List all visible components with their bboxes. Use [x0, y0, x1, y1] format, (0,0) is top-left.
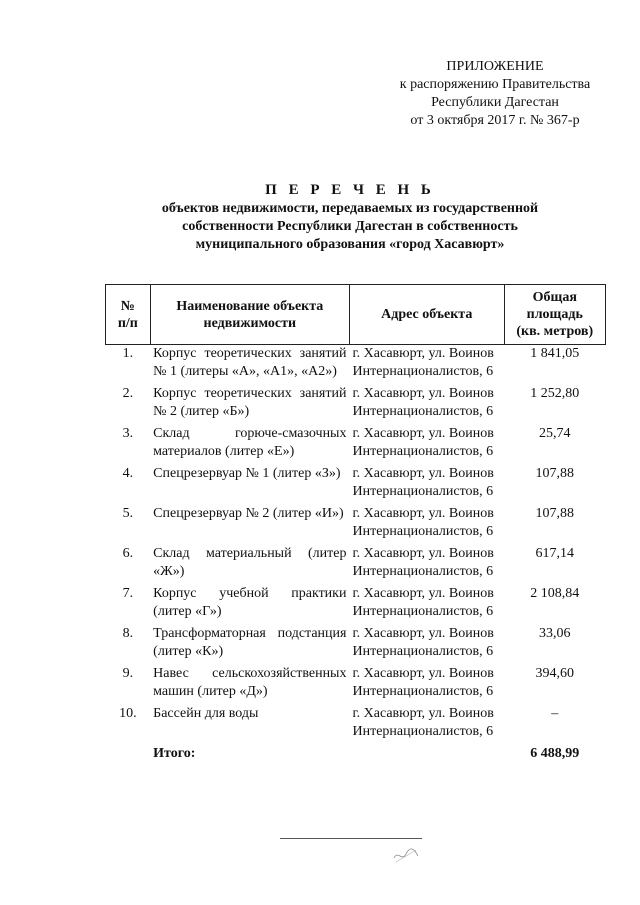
table-row — [106, 505, 606, 545]
row-address-line-2: Интернационалистов, 6 — [352, 684, 494, 699]
header-area — [504, 285, 605, 345]
row-address-line-1: г. Хасавюрт, ул. Воинов — [352, 546, 494, 561]
table-row — [106, 705, 606, 745]
row-area: 394,60 — [535, 666, 574, 681]
header-number — [106, 285, 151, 345]
header-address — [349, 285, 504, 345]
row-address — [349, 385, 504, 425]
row-number: 7. — [122, 586, 134, 601]
row-number: 6. — [122, 546, 134, 561]
property-table — [105, 284, 606, 785]
total-spacer — [106, 745, 151, 785]
row-number: 2. — [122, 386, 134, 401]
row-name: Навес сельскохозяйственных машин (литер «Д») — [153, 666, 347, 699]
header-name-line-1: Наименование объекта — [176, 298, 324, 314]
table-body — [106, 345, 606, 786]
row-area: 25,74 — [539, 426, 571, 441]
row-address-line-2: Интернационалистов, 6 — [352, 564, 494, 579]
row-address-line-2: Интернационалистов, 6 — [352, 604, 494, 619]
row-address-line-2: Интернационалистов, 6 — [352, 644, 494, 659]
row-address-line-1: г. Хасавюрт, ул. Воинов — [352, 386, 494, 401]
row-area: 33,06 — [539, 626, 571, 641]
appendix-title: ПРИЛОЖЕНИЕ — [446, 59, 544, 74]
row-name: Бассейн для воды — [153, 706, 259, 721]
header-name-line-2: недвижимости — [203, 315, 297, 331]
header-area-line-3: (кв. метров) — [516, 324, 594, 339]
signature-line — [280, 838, 422, 839]
row-area: 107,88 — [535, 506, 574, 521]
row-number: 9. — [122, 666, 134, 681]
row-address-line-1: г. Хасавюрт, ул. Воинов — [352, 426, 494, 441]
row-address — [349, 425, 504, 465]
row-address — [349, 345, 504, 386]
row-address — [349, 665, 504, 705]
table-row — [106, 465, 606, 505]
header-area-line-1: Общая — [532, 290, 577, 305]
row-address-line-1: г. Хасавюрт, ул. Воинов — [352, 506, 494, 521]
appendix-line-2: Республики Дагестан — [431, 95, 559, 110]
row-area: 617,14 — [535, 546, 574, 561]
row-address-line-1: г. Хасавюрт, ул. Воинов — [352, 586, 494, 601]
table-header-row — [106, 285, 606, 345]
total-row — [106, 745, 606, 785]
row-address-line-1: г. Хасавюрт, ул. Воинов — [352, 626, 494, 641]
table-row — [106, 545, 606, 585]
row-address-line-1: г. Хасавюрт, ул. Воинов — [352, 346, 494, 361]
row-name: Спецрезервуар № 1 (литер «З») — [153, 466, 341, 481]
row-name: Спецрезервуар № 2 (литер «И») — [153, 506, 344, 521]
row-area: 1 252,80 — [530, 386, 580, 401]
row-name: Корпус теоретических занятий № 2 (литер «Б») — [153, 386, 347, 419]
row-number: 10. — [119, 706, 137, 721]
total-value: 6 488,99 — [530, 746, 580, 761]
row-area: 107,88 — [535, 466, 574, 481]
row-number: 5. — [122, 506, 134, 521]
row-number: 8. — [122, 626, 134, 641]
row-number: 3. — [122, 426, 134, 441]
appendix-line-1: к распоряжению Правительства — [399, 77, 591, 92]
row-name: Корпус учебной практики (литер «Г») — [153, 586, 347, 619]
table-row — [106, 345, 606, 386]
row-name: Склад горюче-смазочных материалов (литер «Е») — [153, 426, 347, 459]
appendix-line-3: от 3 октября 2017 г. № 367-р — [410, 113, 580, 128]
table-row — [106, 385, 606, 425]
row-address-line-2: Интернационалистов, 6 — [352, 364, 494, 379]
row-address-line-1: г. Хасавюрт, ул. Воинов — [352, 666, 494, 681]
row-address — [349, 465, 504, 505]
row-address-line-2: Интернационалистов, 6 — [352, 404, 494, 419]
total-label: Итого: — [153, 746, 196, 761]
document-subtitle-line-2: собственности Республики Дагестан в собственность — [182, 219, 518, 234]
appendix-block — [380, 58, 610, 130]
row-address-line-1: г. Хасавюрт, ул. Воинов — [352, 466, 494, 481]
row-name: Корпус теоретических занятий № 1 (литеры «А», «А1», «А2») — [153, 346, 347, 379]
row-address — [349, 505, 504, 545]
row-name: Склад материальный (литер «Ж») — [153, 546, 347, 579]
total-spacer-address — [349, 745, 504, 785]
header-number-line-2: п/п — [117, 315, 138, 331]
document-subtitle-line-3: муниципального образования «город Хасавюрт» — [195, 237, 505, 252]
scribble-mark — [392, 844, 420, 866]
row-address-line-2: Интернационалистов, 6 — [352, 724, 494, 739]
table-row — [106, 425, 606, 465]
row-number: 1. — [122, 346, 134, 361]
row-address — [349, 585, 504, 625]
row-area: 1 841,05 — [530, 346, 580, 361]
header-number-line-1: № — [120, 298, 135, 314]
row-address-line-1: г. Хасавюрт, ул. Воинов — [352, 706, 494, 721]
row-name: Трансформаторная подстанция (литер «К») — [153, 626, 347, 659]
header-area-line-2: площадь — [526, 307, 583, 322]
row-address — [349, 545, 504, 585]
table-row — [106, 585, 606, 625]
document-heading — [0, 180, 640, 254]
row-number: 4. — [122, 466, 134, 481]
row-area: 2 108,84 — [530, 586, 580, 601]
header-name — [150, 285, 349, 345]
row-address-line-2: Интернационалистов, 6 — [352, 444, 494, 459]
document-title: П Е Р Е Ч Е Н Ь — [265, 182, 435, 198]
document-subtitle-line-1: объектов недвижимости, передаваемых из государственной — [161, 201, 539, 216]
table-row — [106, 625, 606, 665]
table-row — [106, 665, 606, 705]
header-address-label: Адрес объекта — [381, 307, 473, 322]
row-address-line-2: Интернационалистов, 6 — [352, 524, 494, 539]
row-address — [349, 705, 504, 745]
row-address — [349, 625, 504, 665]
row-address-line-2: Интернационалистов, 6 — [352, 484, 494, 499]
row-area: – — [551, 706, 559, 721]
